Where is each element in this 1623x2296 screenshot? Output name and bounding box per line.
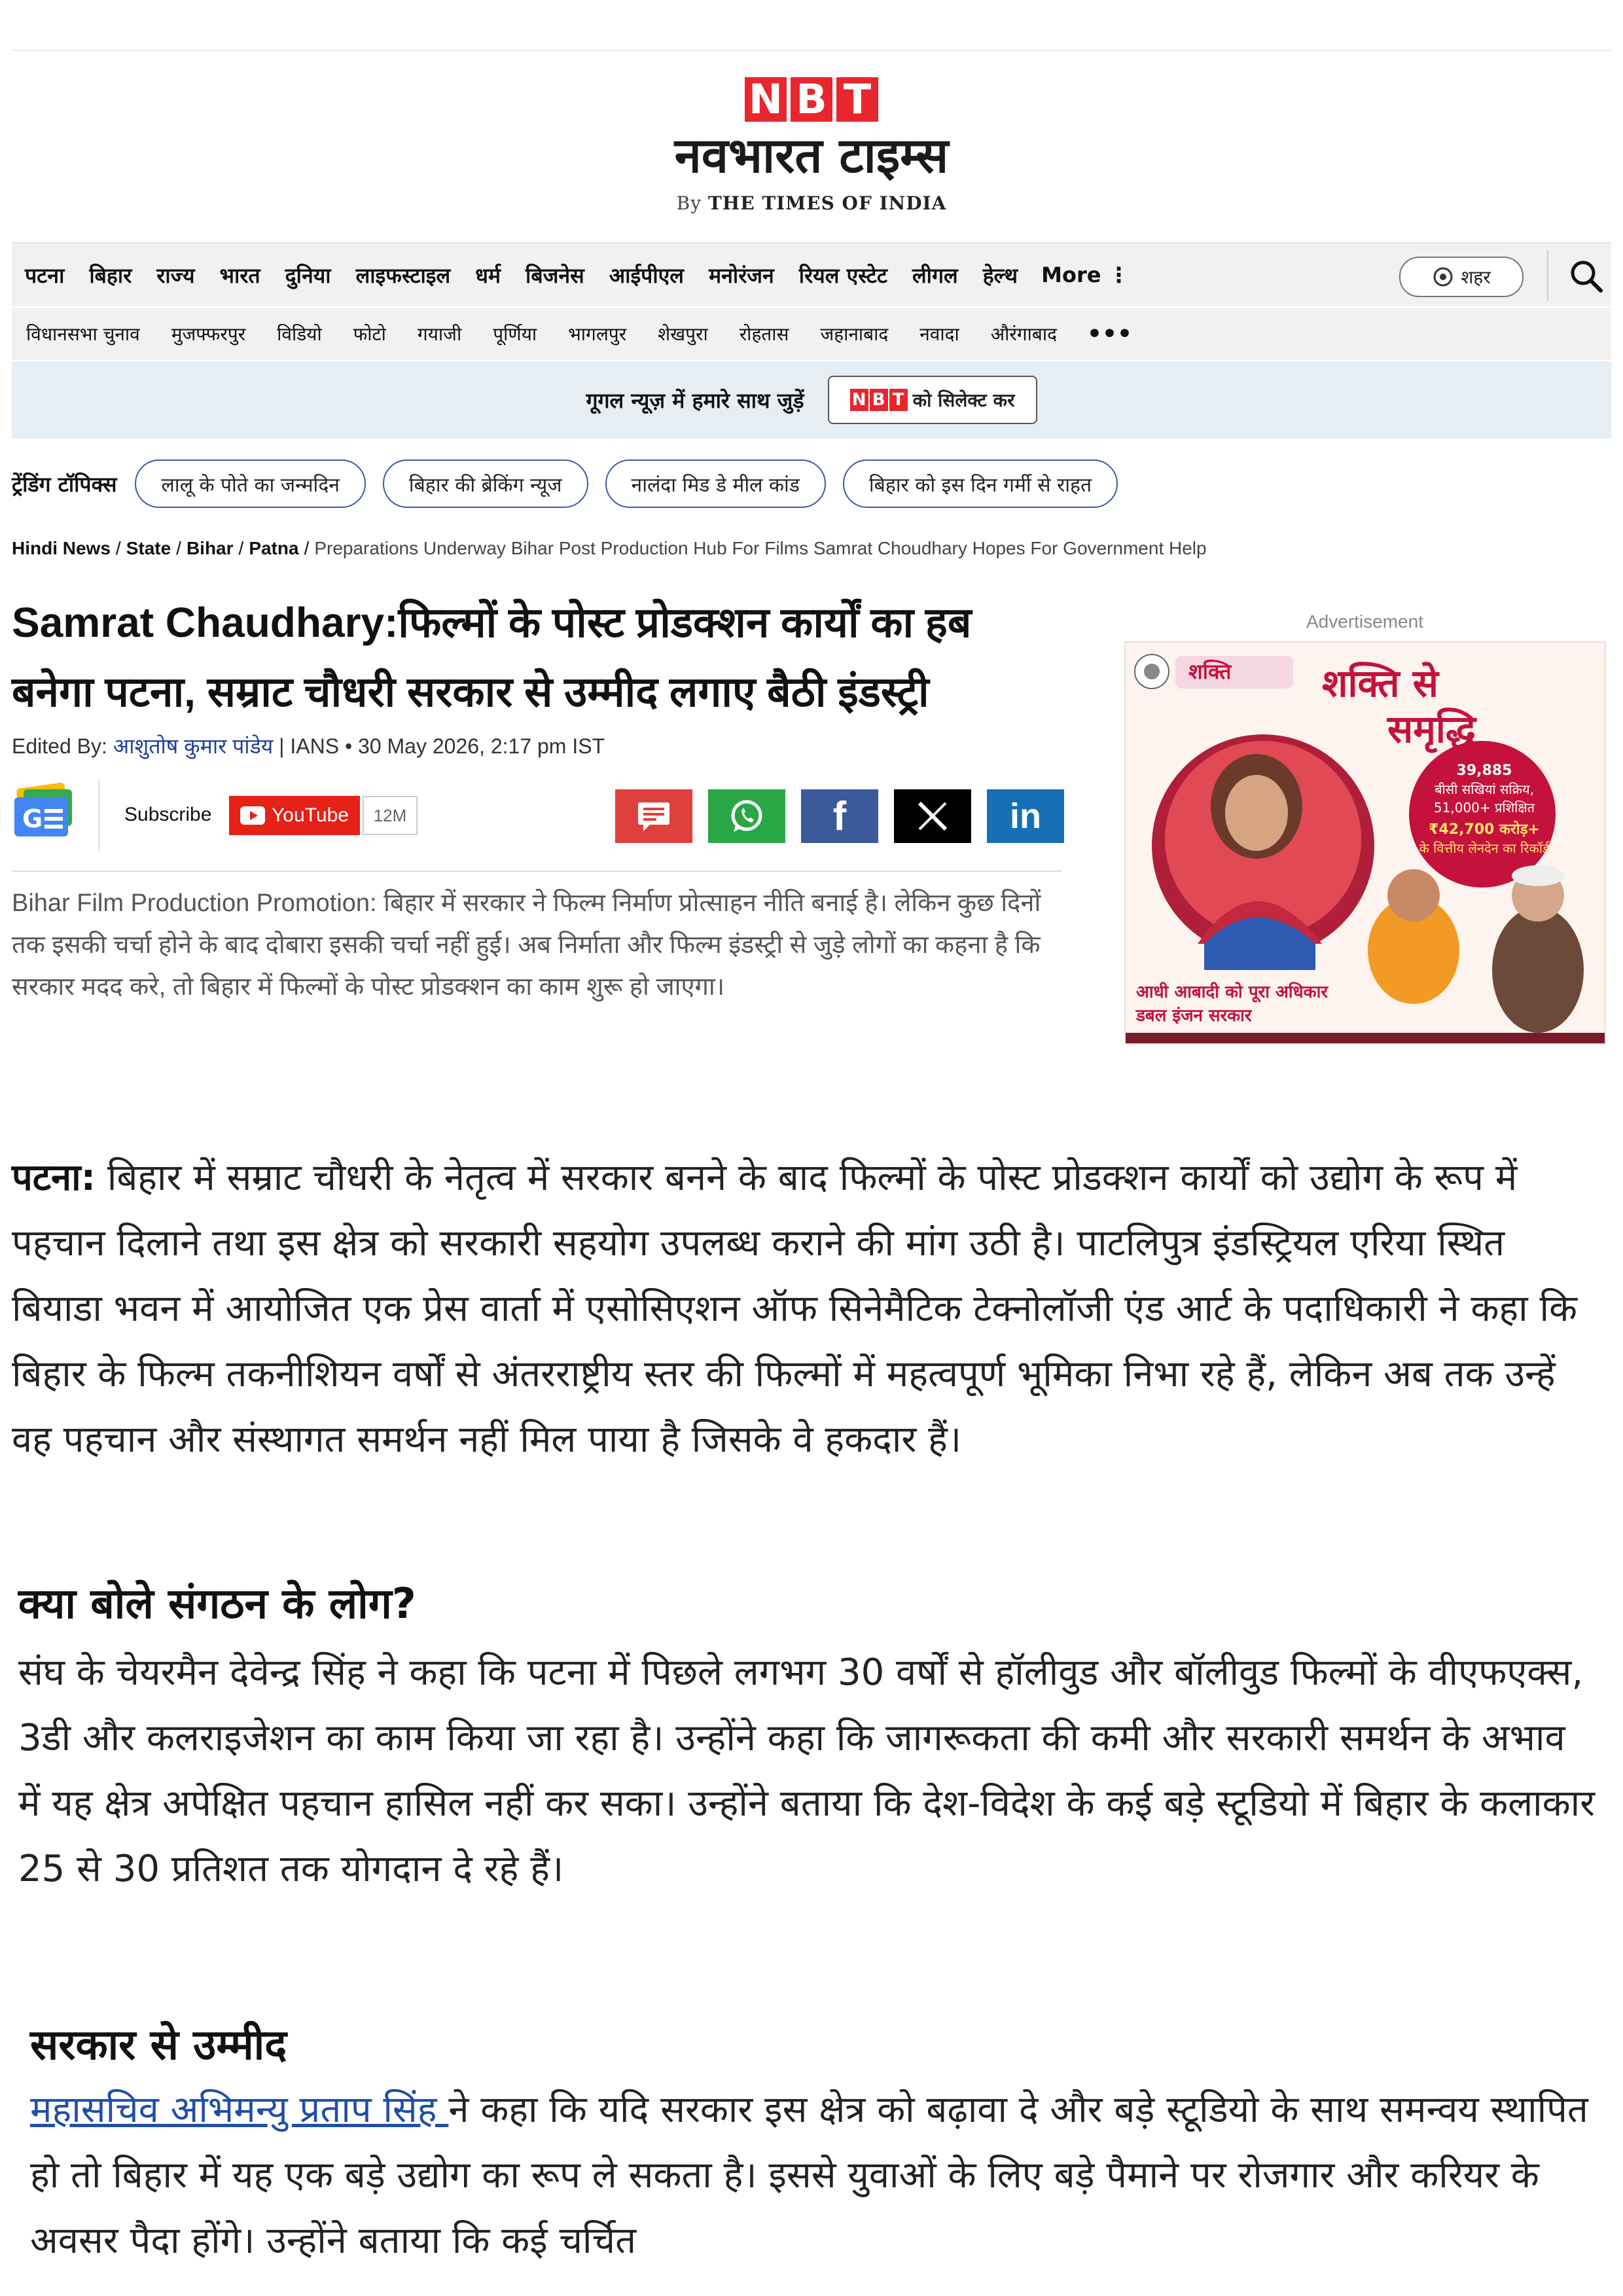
subnav-item[interactable]: विडियो <box>277 323 322 345</box>
nav-item-patna[interactable]: पटना <box>25 262 65 288</box>
facebook-share-button[interactable] <box>801 789 878 843</box>
linkedin-icon: in <box>1010 797 1041 836</box>
subnav-item[interactable]: विधानसभा चुनाव <box>26 323 140 345</box>
nav-divider <box>1547 250 1548 301</box>
dateline: पटना: <box>12 1157 96 1199</box>
nbt-logo-mark <box>745 77 878 122</box>
ad-headline-2: समृद्धि <box>1387 707 1476 751</box>
nav-item-ipl[interactable]: आईपीएल <box>609 262 685 288</box>
subscribe-label: Subscribe <box>124 804 212 825</box>
breadcrumb-link[interactable]: Patna <box>249 538 299 558</box>
subnav-more-button[interactable]: ••• <box>1086 320 1132 348</box>
search-icon[interactable] <box>1567 257 1606 296</box>
advertisement-banner[interactable] <box>1124 641 1606 1045</box>
nav-item-entertainment[interactable]: मनोरंजन <box>709 262 774 288</box>
section-heading: सरकार से उम्मीद <box>30 2021 287 2070</box>
article-byline: Edited By: आशुतोष कुमार पांडेय | IANS • 30 May 2026, 2:17 pm IST <box>12 734 605 758</box>
subnav-item[interactable]: जहानाबाद <box>820 323 889 345</box>
top-divider <box>12 50 1611 51</box>
trending-topics <box>12 459 1135 508</box>
ad-stats: 39,885 बीसी सखियां सक्रिय, 51,000+ प्रशिक्षित ₹42,700 करोड़+ के वित्तीय लेनदेन का रिकॉर्ड <box>1419 762 1550 856</box>
subnav-item[interactable]: मुजफ्फरपुर <box>171 323 246 345</box>
nav-item-real-estate[interactable]: रियल एस्टेट <box>798 262 887 288</box>
subnav-item[interactable]: फोटो <box>353 323 386 345</box>
primary-nav <box>12 242 1611 306</box>
article-paragraph: संघ के चेयरमैन देवेन्द्र सिंह ने कहा कि पटना में पिछले लगभग 30 वर्षों से हॉलीवुड और बॉलीवुड फिल्मों के वीएफएक्स, 3डी और कलराइजेशन का काम किया जा रहा है। उन्होंने कहा कि जागरूकता की कमी और सरकारी समर्थन के अभाव में यह क्षेत्र अपेक्षित पहचान हासिल नहीं कर सका। उन्होंने बताया कि देश-विदेश के कई बड़े स्टूडियो में बिहार के कलाकार 25 से 30 प्रतिशत तक योगदान दे रहे हैं। <box>18 1651 1596 1890</box>
trending-topic-pill[interactable]: बिहार को इस दिन गर्मी से राहत <box>843 459 1118 508</box>
city-select-button[interactable] <box>1399 257 1524 297</box>
comment-button[interactable] <box>615 789 692 843</box>
nav-more-button[interactable]: More ⋮ <box>1041 262 1130 287</box>
logo-letter: B <box>791 77 832 122</box>
comment-icon <box>635 800 672 833</box>
google-news-button-label: को सिलेक्ट कर <box>912 389 1015 411</box>
ad-headline-1: शक्ति से <box>1322 661 1439 706</box>
logo-letter: T <box>836 77 878 122</box>
linkedin-share-button[interactable] <box>987 789 1064 843</box>
editor-link[interactable]: आशुतोष कुमार पांडेय <box>113 734 274 758</box>
location-icon <box>1432 266 1454 288</box>
ad-footer-bar <box>1126 1033 1606 1045</box>
breadcrumb-link[interactable]: Bihar <box>186 538 234 558</box>
trending-topic-pill[interactable]: लालू के पोते का जन्मदिन <box>135 459 365 508</box>
subnav-item[interactable]: गयाजी <box>417 323 462 345</box>
article-summary: Bihar Film Production Promotion: बिहार में सरकार ने फिल्म निर्माण प्रोत्साहन नीति बनाई है। लेकिन कुछ दिनों तक इसकी चर्चा होने के बाद दोबारा इसकी चर्चा नहीं हुई। अब निर्माता और फिल्म इंडस्ट्री से जुड़े लोगों का कहना है कि सरकार मदद करे, तो बिहार में फिल्मों के पोस्ट प्रोडक्शन का काम शुरू हो जाएगा। <box>12 889 1041 1001</box>
logo-subtitle: By THE TIMES OF INDIA <box>676 192 947 214</box>
whatsapp-share-button[interactable] <box>708 789 785 843</box>
google-news-icon[interactable] <box>12 783 77 839</box>
x-share-button[interactable] <box>894 789 971 843</box>
ad-brand: शक्ति <box>1188 659 1232 684</box>
svg-text:G: G <box>22 804 43 833</box>
subnav-item[interactable]: शेखपुरा <box>658 323 708 345</box>
article-divider <box>12 870 1061 872</box>
nav-item-legal[interactable]: लीगल <box>912 262 958 288</box>
nav-item-world[interactable]: दुनिया <box>285 262 331 288</box>
article-headline: Samrat Chaudhary:फिल्मों के पोस्ट प्रोडक्शन कार्यों का हब बनेगा पटना, सम्राट चौधरी सरकार से उम्मीद लगाए बैठी इंडस्ट्री <box>12 599 972 715</box>
breadcrumb: Hindi News / State / Bihar / Patna / Preparations Underway Bihar Post Production Hub For Films Samrat Choudhary Hopes For Government Help <box>12 538 1207 558</box>
logo-title: नवभारत टाइम्स <box>674 128 949 184</box>
source-date: | IANS • 30 May 2026, 2:17 pm IST <box>279 734 605 758</box>
nav-item-states[interactable]: राज्य <box>156 262 195 288</box>
google-news-text: गूगल न्यूज़ में हमारे साथ जुड़ें <box>586 387 804 413</box>
nav-item-health[interactable]: हेल्थ <box>982 262 1018 288</box>
section-heading: क्या बोले संगठन के लोग? <box>18 1580 416 1628</box>
nbt-mini-logo: N B T <box>850 389 908 411</box>
google-news-banner <box>12 361 1611 439</box>
breadcrumb-link[interactable]: Hindi News <box>12 538 111 558</box>
article-paragraph: पटना: बिहार में सम्राट चौधरी के नेतृत्व में सरकार बनने के बाद फिल्मों के पोस्ट प्रोडक्शन कार्यों को उद्योग के रूप में पहचान दिलाने तथा इस क्षेत्र को सरकारी सहयोग उपलब्ध कराने की मांग उठी है। पाटलिपुत्र इंडस्ट्रियल एरिया स्थित बियाडा भवन में आयोजित एक प्रेस वार्ता में एसोसिएशन ऑफ सिनेमैटिक टेक्नोलॉजी एंड आर्ट के पदाधिकारी ने कहा कि बिहार के फिल्म तकनीशियन वर्षों से अंतरराष्ट्रीय स्तर की फिल्मों में महत्वपूर्ण भूमिका निभा रहे हैं, लेकिन अब तक उन्हें वह पहचान और संस्थागत समर्थन नहीं मिल पाया है जिसके वे हकदार हैं। <box>12 1157 1577 1461</box>
article-paragraph: महासचिव अभिमन्यु प्रताप सिंह ने कहा कि यदि सरकार इस क्षेत्र को बढ़ावा दे और बड़े स्टूडियो के साथ समन्वय स्थापित हो तो बिहार में यह एक बड़े उद्योग का रूप ले सकता है। इससे युवाओं के लिए बड़े पैमाने पर रोजगार और करियर के अवसर पैदा होंगे। उन्होंने बताया कि कई चर्चित <box>30 2089 1588 2262</box>
trending-label: ट्रेंडिंग टॉपिक्स <box>12 471 117 497</box>
nav-item-business[interactable]: बिजनेस <box>526 262 584 288</box>
x-icon <box>916 799 950 833</box>
breadcrumb-current: Preparations Underway Bihar Post Production Hub For Films Samrat Choudhary Hopes For Government Help <box>314 538 1207 558</box>
whatsapp-icon <box>728 798 765 834</box>
ad-label: Advertisement <box>1306 611 1423 632</box>
youtube-subscribe-button[interactable]: YouTube <box>229 796 360 835</box>
person-link[interactable]: महासचिव अभिमन्यु प्रताप सिंह <box>30 2089 449 2131</box>
youtube-icon <box>240 806 265 825</box>
social-divider <box>98 779 99 851</box>
google-news-select-button[interactable] <box>828 376 1037 424</box>
subnav-item[interactable]: भागलपुर <box>568 323 627 345</box>
nav-item-lifestyle[interactable]: लाइफस्टाइल <box>355 262 451 288</box>
trending-topic-pill[interactable]: बिहार की ब्रेकिंग न्यूज <box>383 459 588 508</box>
subnav-item[interactable]: औरंगाबाद <box>990 323 1057 345</box>
secondary-nav <box>12 308 1611 360</box>
city-label: शहर <box>1461 266 1491 288</box>
facebook-icon: f <box>832 793 847 839</box>
ad-footer-text: आधी आबादी को पूरा अधिकार डबल इंजन सरकार <box>1136 982 1328 1026</box>
logo-letter: N <box>745 77 787 122</box>
subnav-item[interactable]: पूर्णिया <box>493 323 537 345</box>
site-logo[interactable] <box>0 77 1623 214</box>
breadcrumb-link[interactable]: State <box>126 538 171 558</box>
subnav-item[interactable]: रोहतास <box>739 323 789 345</box>
nav-item-india[interactable]: भारत <box>219 262 260 288</box>
nav-item-religion[interactable]: धर्म <box>475 262 501 288</box>
youtube-subscriber-count: 12M <box>363 796 418 835</box>
subnav-item[interactable]: नवादा <box>919 323 959 345</box>
trending-topic-pill[interactable]: नालंदा मिड डे मील कांड <box>605 459 826 508</box>
nav-item-bihar[interactable]: बिहार <box>89 262 132 288</box>
